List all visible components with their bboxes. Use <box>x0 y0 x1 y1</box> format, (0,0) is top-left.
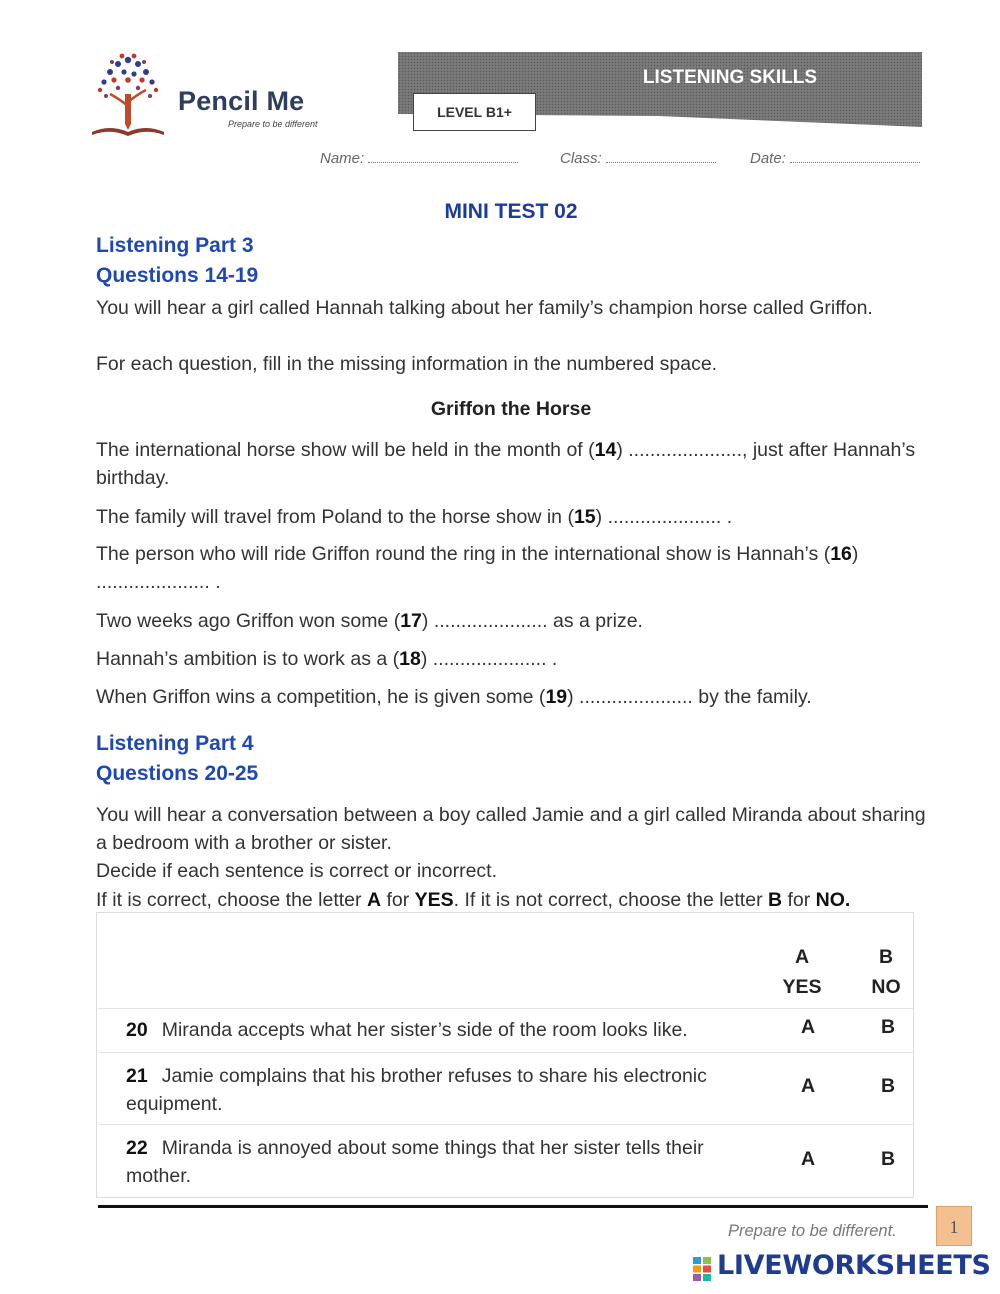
level-badge: LEVEL B1+ <box>413 93 536 131</box>
instr-part-a: If it is correct, choose the letter <box>96 889 367 911</box>
footer-slogan: Prepare to be different. <box>728 1222 897 1240</box>
name-field[interactable] <box>320 150 518 167</box>
question-19 <box>96 683 926 711</box>
instr-yes: YES <box>414 889 454 911</box>
brand-tagline: Prepare to be different <box>228 119 318 129</box>
column-b-word: NO <box>871 976 901 998</box>
column-a-word: YES <box>782 976 822 998</box>
question-22-option-b[interactable]: B <box>880 1148 896 1170</box>
part4-intro: You will hear a conversation between a boy called Jamie and a girl called Miranda about sharing a bedroom with a brother or sister. <box>96 804 926 854</box>
instr-part-d: for <box>782 889 816 911</box>
question-14-blank[interactable]: ) ....................., just after Hannah’s birthday. <box>96 439 916 489</box>
question-22-option-a[interactable]: A <box>800 1148 816 1170</box>
class-field[interactable] <box>560 150 716 167</box>
table-divider <box>98 1124 914 1125</box>
question-18-number: 18 <box>399 648 421 670</box>
question-22-number: 22 <box>126 1137 148 1159</box>
story-title: Griffon the Horse <box>430 398 592 420</box>
question-20-option-a[interactable]: A <box>800 1016 816 1038</box>
liveworksheets-watermark[interactable]: LIVEWORKSHEETS <box>717 1250 991 1281</box>
instr-letter-b: B <box>767 889 783 911</box>
question-18-blank[interactable]: ) ..................... . <box>420 648 558 670</box>
name-blank[interactable] <box>368 150 518 163</box>
question-21-number: 21 <box>126 1065 148 1087</box>
question-21-text: Jamie complains that his brother refuses to share his electronic equipment. <box>126 1065 707 1115</box>
question-15-blank[interactable]: ) ..................... . <box>595 506 733 528</box>
name-label: Name: <box>320 150 365 167</box>
question-21-option-a[interactable]: A <box>800 1075 816 1097</box>
liveworksheets-logo-icon <box>693 1257 711 1281</box>
question-17-number: 17 <box>400 610 422 632</box>
question-16-number: 16 <box>830 543 852 565</box>
part4-heading: Listening Part 4 <box>96 732 254 755</box>
part3-instruction: For each question, fill in the missing information in the numbered space. <box>96 353 718 375</box>
column-header-a <box>772 942 832 1002</box>
table-row <box>126 1134 746 1190</box>
table-divider <box>98 1008 914 1009</box>
question-17-text-a: Two weeks ago Griffon won some ( <box>96 610 401 632</box>
question-16-blank[interactable]: ) ..................... . <box>96 543 859 593</box>
page-title: MINI TEST 02 <box>444 200 578 223</box>
banner-title: LISTENING SKILLS <box>642 67 818 88</box>
part4-instruction: Decide if each sentence is correct or incorrect. <box>96 860 498 882</box>
question-19-number: 19 <box>545 686 568 708</box>
part4-questions-range: Questions 20-25 <box>96 762 259 785</box>
question-16 <box>96 540 926 596</box>
table-divider <box>98 1052 914 1053</box>
part3-heading: Listening Part 3 <box>96 234 254 257</box>
table-row <box>126 1062 746 1118</box>
question-15 <box>96 503 926 531</box>
question-19-blank[interactable]: ) ..................... by the family. <box>567 686 812 708</box>
instr-part-b: for <box>381 889 415 911</box>
question-19-text-a: When Griffon wins a competition, he is given some ( <box>96 686 546 708</box>
question-22-text: Miranda is annoyed about some things that her sister tells their mother. <box>126 1137 704 1187</box>
instr-letter-a: A <box>366 889 382 911</box>
page-number: 1 <box>936 1206 972 1246</box>
question-20-text: Miranda accepts what her sister’s side of the room looks like. <box>161 1019 688 1041</box>
question-15-number: 15 <box>573 506 596 528</box>
footer-divider <box>98 1205 928 1208</box>
date-field[interactable] <box>750 150 920 167</box>
question-18-text-a: Hannah’s ambition is to work as a ( <box>96 648 400 670</box>
column-b-letter: B <box>878 946 894 968</box>
date-label: Date: <box>750 150 786 167</box>
instr-part-c: . If it is not correct, choose the letter <box>453 889 768 911</box>
part4-answer-instruction <box>96 886 956 914</box>
column-header-b <box>856 942 916 1002</box>
class-blank[interactable] <box>606 150 716 163</box>
part3-intro: You will hear a girl called Hannah talking about her family’s champion horse called Griffon. <box>96 297 873 319</box>
class-label: Class: <box>560 150 602 167</box>
part3-questions-range: Questions 14-19 <box>96 264 259 287</box>
pencil-me-tree-logo-icon <box>88 50 168 138</box>
question-21-option-b[interactable]: B <box>880 1075 896 1097</box>
question-20-option-b[interactable]: B <box>880 1016 896 1038</box>
question-14-number: 14 <box>594 439 617 461</box>
instr-no: NO. <box>815 889 851 911</box>
question-18 <box>96 645 926 673</box>
question-14-text-a: The international horse show will be held in the month of ( <box>96 439 595 461</box>
question-20-number: 20 <box>126 1019 148 1041</box>
brand-name: Pencil Me <box>178 86 305 116</box>
question-16-text-a: The person who will ride Griffon round the ring in the international show is Hannah’s ( <box>96 543 831 565</box>
question-17 <box>96 607 926 635</box>
date-blank[interactable] <box>790 150 920 163</box>
question-14 <box>96 436 926 492</box>
question-17-blank[interactable]: ) ..................... as a prize. <box>421 610 643 632</box>
table-row <box>126 1016 746 1044</box>
question-15-text-a: The family will travel from Poland to the horse show in ( <box>96 506 574 528</box>
column-a-letter: A <box>794 946 810 968</box>
